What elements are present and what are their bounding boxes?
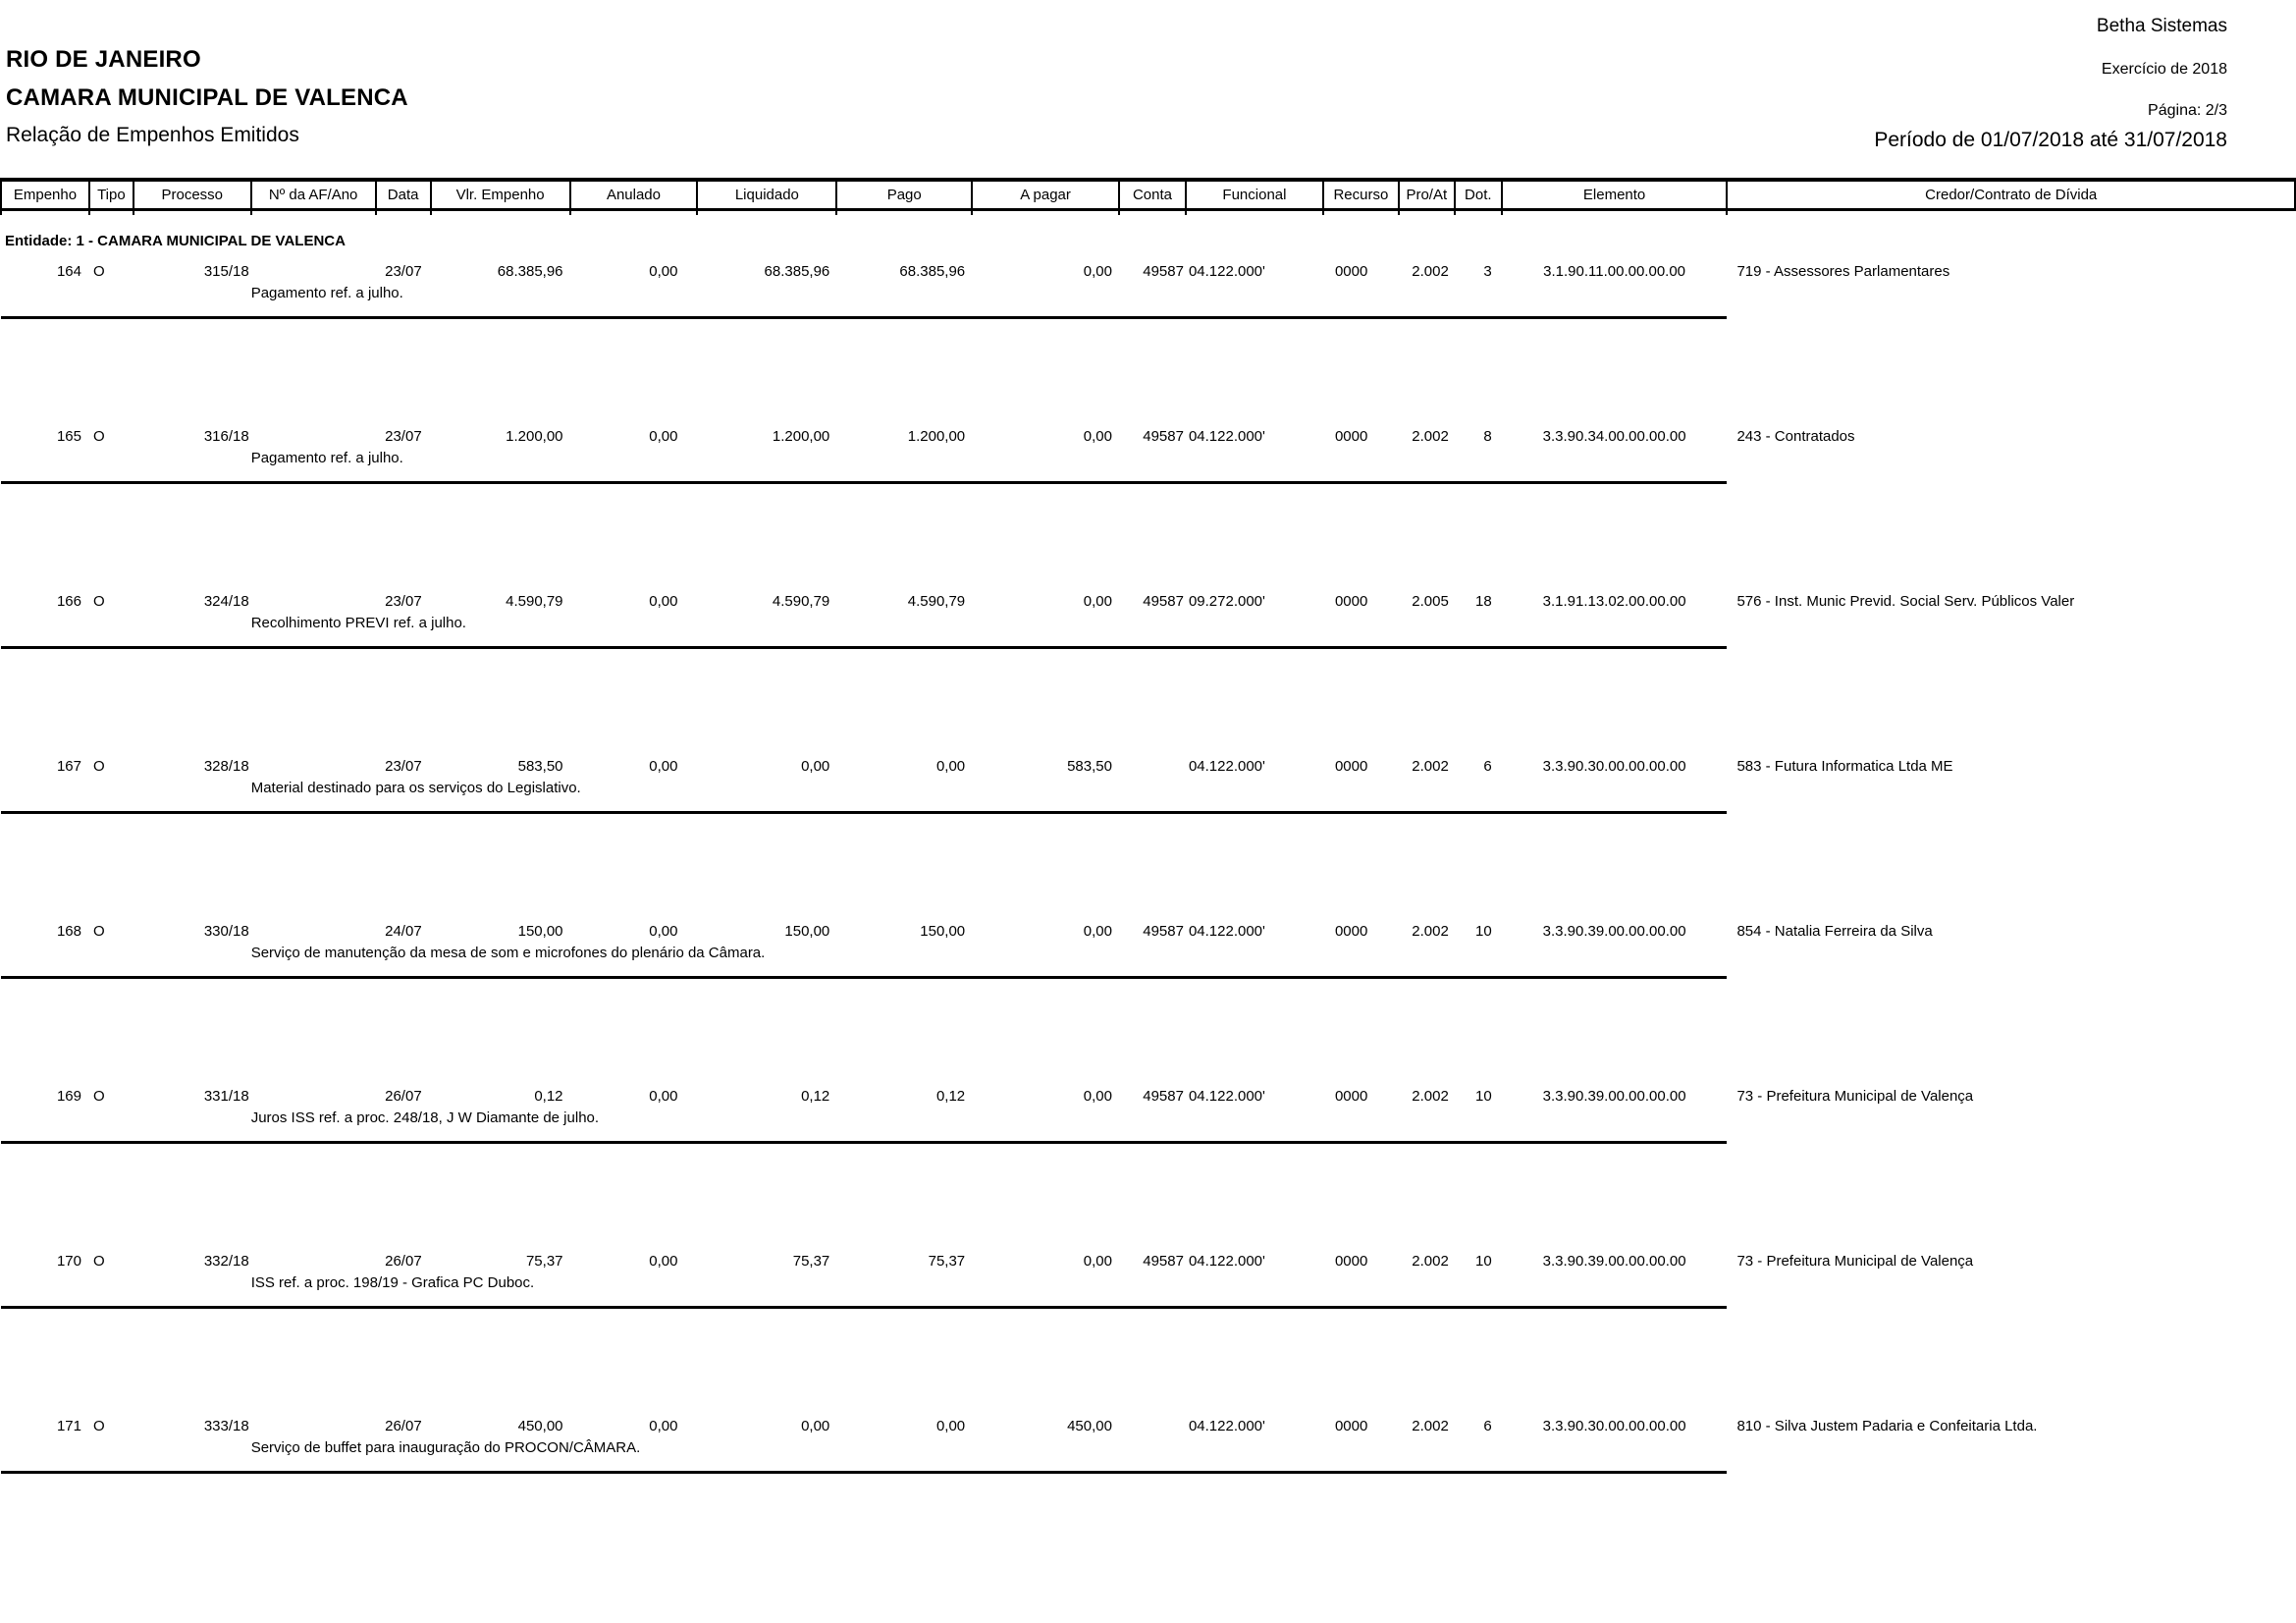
cell-credor: 810 - Silva Justem Padaria e Confeitaria Ltda.: [1736, 1418, 2038, 1434]
separator-gap: [1727, 305, 2295, 317]
cell-data: 23/07: [385, 428, 422, 445]
separator-line: [1, 305, 1727, 317]
description-indent: [1, 1434, 251, 1460]
cell-funcional: 04.122.000': [1188, 428, 1265, 445]
cell-empenho: 169: [56, 1088, 81, 1105]
table-row: [1, 910, 2295, 940]
row-description: [1, 445, 2295, 470]
report-header-right: [1874, 16, 2227, 152]
cell-elemento: 3.3.90.39.00.00.00.00: [1542, 1253, 1686, 1270]
row-separator: [1, 965, 2295, 977]
cell-elemento: 3.3.90.30.00.00.00.00: [1542, 758, 1686, 775]
cell-liquidado: 68.385,96: [764, 263, 830, 280]
cell-recurso: 0000: [1334, 758, 1368, 775]
column-header-funcional: Funcional: [1186, 180, 1323, 209]
cell-pago: 150,00: [920, 923, 966, 940]
org-name: CAMARA MUNICIPAL DE VALENCA: [6, 84, 408, 111]
cell-data: 23/07: [385, 758, 422, 775]
row-gap: [1, 647, 2295, 745]
row-gap: [1, 1142, 2295, 1240]
cell-credor: 583 - Futura Informatica Ltda ME: [1736, 758, 1953, 775]
column-header-pago: Pago: [836, 180, 972, 209]
cell-proat: 2.002: [1412, 263, 1449, 280]
cell-elemento: 3.3.90.39.00.00.00.00: [1542, 923, 1686, 940]
description-indent: [1, 445, 251, 470]
description-text: Material destinado para os serviços do Legislativo.: [250, 779, 581, 796]
description-text: ISS ref. a proc. 198/19 - Grafica PC Duboc.: [250, 1273, 535, 1291]
row-gap: [1, 482, 2295, 580]
cell-af: [251, 1240, 376, 1270]
cell-pago: 4.590,79: [907, 593, 966, 610]
row-gap: [1, 812, 2295, 910]
cell-liquidado: 75,37: [792, 1253, 830, 1270]
entity-header: Entidade: 1 - CAMARA MUNICIPAL DE VALENCA: [5, 233, 346, 249]
period-label: Período de 01/07/2018 até 31/07/2018: [1874, 129, 2227, 151]
cell-anulado: 0,00: [649, 923, 678, 940]
cell-liquidado: 4.590,79: [772, 593, 830, 610]
separator-line: [1, 1295, 1727, 1307]
table-row: [1, 580, 2295, 610]
row-separator: [1, 470, 2295, 482]
cell-vlr: 1.200,00: [506, 428, 563, 445]
cell-anulado: 0,00: [649, 428, 678, 445]
row-description: [1, 940, 2295, 965]
cell-empenho: 164: [56, 263, 81, 280]
cell-data: 24/07: [385, 923, 422, 940]
report-title: Relação de Empenhos Emitidos: [6, 124, 299, 146]
cell-dot: 8: [1483, 428, 1492, 445]
cell-proat: 2.002: [1412, 923, 1449, 940]
cell-tipo: O: [92, 1418, 105, 1434]
cell-vlr: 68.385,96: [497, 263, 563, 280]
cell-processo: 332/18: [203, 1253, 249, 1270]
cell-apagar: 0,00: [1083, 1253, 1112, 1270]
column-header-recurso: Recurso: [1323, 180, 1399, 209]
cell-vlr: 4.590,79: [506, 593, 563, 610]
row-separator: [1, 305, 2295, 317]
description-indent: [1, 1105, 251, 1130]
separator-gap: [1727, 1460, 2295, 1472]
cell-recurso: 0000: [1334, 1418, 1368, 1434]
cell-af: [251, 910, 376, 940]
description-indent: [1, 610, 251, 635]
cell-conta: 49587: [1143, 1088, 1184, 1105]
cell-vlr: 150,00: [517, 923, 563, 940]
column-header-credor: Credor/Contrato de Dívida: [1727, 180, 2295, 209]
cell-recurso: 0000: [1334, 923, 1368, 940]
row-description: [1, 1105, 2295, 1130]
cell-af: [251, 745, 376, 775]
cell-apagar: 0,00: [1083, 263, 1112, 280]
cell-dot: 10: [1475, 1088, 1492, 1105]
separator-gap: [1727, 800, 2295, 812]
table-row: [1, 1240, 2295, 1270]
cell-credor: 73 - Prefeitura Municipal de Valença: [1736, 1253, 1974, 1270]
row-description: [1, 775, 2295, 800]
description-indent: [1, 280, 251, 305]
cell-conta: 49587: [1143, 1253, 1184, 1270]
cell-liquidado: 0,12: [801, 1088, 830, 1105]
description-text: Serviço de manutenção da mesa de som e microfones do plenário da Câmara.: [250, 944, 766, 961]
entity-header-row: [1, 215, 2295, 250]
row-separator: [1, 1130, 2295, 1142]
row-separator: [1, 800, 2295, 812]
cell-elemento: 3.3.90.34.00.00.00.00: [1542, 428, 1686, 445]
cell-af: [251, 580, 376, 610]
separator-gap: [1727, 470, 2295, 482]
exercise-label: Exercício de 2018: [2101, 61, 2227, 78]
cell-conta: [1119, 1405, 1186, 1434]
cell-conta: 49587: [1143, 593, 1184, 610]
cell-tipo: O: [92, 1088, 105, 1105]
separator-line: [1, 1460, 1727, 1472]
cell-processo: 315/18: [203, 263, 249, 280]
cell-proat: 2.002: [1412, 758, 1449, 775]
cell-pago: 75,37: [928, 1253, 966, 1270]
separator-line: [1, 800, 1727, 812]
cell-funcional: 04.122.000': [1188, 263, 1265, 280]
cell-anulado: 0,00: [649, 1418, 678, 1434]
cell-af: [251, 250, 376, 280]
description-text: Pagamento ref. a julho.: [250, 449, 403, 466]
cell-pago: 0,00: [935, 758, 966, 775]
cell-proat: 2.002: [1412, 1418, 1449, 1434]
cell-funcional: 04.122.000': [1188, 1088, 1265, 1105]
cell-conta: [1119, 745, 1186, 775]
cell-recurso: 0000: [1334, 428, 1368, 445]
table-row: [1, 745, 2295, 775]
cell-liquidado: 0,00: [801, 758, 830, 775]
table-row: [1, 415, 2295, 445]
description-text: Serviço de buffet para inauguração do PROCON/CÂMARA.: [250, 1438, 641, 1456]
cell-anulado: 0,00: [649, 1088, 678, 1105]
cell-processo: 331/18: [203, 1088, 249, 1105]
row-separator: [1, 1295, 2295, 1307]
cell-dot: 18: [1475, 593, 1492, 610]
cell-tipo: O: [92, 428, 105, 445]
cell-pago: 0,00: [935, 1418, 966, 1434]
column-header-tipo: Tipo: [89, 180, 133, 209]
separator-gap: [1727, 1130, 2295, 1142]
cell-af: [251, 1075, 376, 1105]
cell-credor: 854 - Natalia Ferreira da Silva: [1736, 923, 1933, 940]
column-header-proat: Pro/At: [1399, 180, 1455, 209]
cell-data: 23/07: [385, 263, 422, 280]
separator-gap: [1727, 635, 2295, 647]
vendor-name: Betha Sistemas: [2096, 16, 2227, 36]
cell-proat: 2.002: [1412, 428, 1449, 445]
cell-liquidado: 1.200,00: [772, 428, 830, 445]
separator-line: [1, 965, 1727, 977]
cell-funcional: 04.122.000': [1188, 758, 1265, 775]
description-indent: [1, 775, 251, 800]
column-header-af: Nº da AF/Ano: [251, 180, 376, 209]
cell-dot: 6: [1483, 1418, 1492, 1434]
cell-data: 26/07: [385, 1088, 422, 1105]
cell-credor: 719 - Assessores Parlamentares: [1736, 263, 1950, 280]
cell-af: [251, 415, 376, 445]
cell-af: [251, 1405, 376, 1434]
cell-processo: 316/18: [203, 428, 249, 445]
cell-tipo: O: [92, 758, 105, 775]
cell-recurso: 0000: [1334, 1253, 1368, 1270]
cell-recurso: 0000: [1334, 263, 1368, 280]
cell-conta: 49587: [1143, 428, 1184, 445]
cell-apagar: 0,00: [1083, 428, 1112, 445]
cell-elemento: 3.3.90.39.00.00.00.00: [1542, 1088, 1686, 1105]
cell-proat: 2.002: [1412, 1253, 1449, 1270]
row-gap: [1, 317, 2295, 415]
cell-processo: 328/18: [203, 758, 249, 775]
cell-recurso: 0000: [1334, 593, 1368, 610]
cell-tipo: O: [92, 1253, 105, 1270]
cell-pago: 0,12: [935, 1088, 966, 1105]
cell-dot: 6: [1483, 758, 1492, 775]
cell-vlr: 583,50: [517, 758, 563, 775]
separator-line: [1, 470, 1727, 482]
cell-tipo: O: [92, 263, 105, 280]
cell-tipo: O: [92, 593, 105, 610]
cell-tipo: O: [92, 923, 105, 940]
column-header-data: Data: [376, 180, 431, 209]
page-number: Página: 2/3: [2148, 102, 2227, 119]
table-header-row: [1, 180, 2295, 209]
cell-recurso: 0000: [1334, 1088, 1368, 1105]
cell-vlr: 75,37: [525, 1253, 563, 1270]
cell-proat: 2.002: [1412, 1088, 1449, 1105]
cell-data: 23/07: [385, 593, 422, 610]
cell-data: 26/07: [385, 1253, 422, 1270]
table-row: [1, 250, 2295, 280]
column-header-vlr: Vlr. Empenho: [431, 180, 570, 209]
separator-gap: [1727, 965, 2295, 977]
cell-apagar: 583,50: [1067, 758, 1112, 775]
cell-apagar: 0,00: [1083, 593, 1112, 610]
cell-credor: 576 - Inst. Munic Previd. Social Serv. Públicos Valer: [1736, 593, 2075, 610]
cell-empenho: 166: [56, 593, 81, 610]
cell-pago: 1.200,00: [907, 428, 966, 445]
row-description: [1, 1434, 2295, 1460]
row-gap: [1, 977, 2295, 1075]
cell-proat: 2.005: [1412, 593, 1449, 610]
cell-elemento: 3.3.90.30.00.00.00.00: [1542, 1418, 1686, 1434]
org-state: RIO DE JANEIRO: [6, 46, 201, 73]
description-text: Recolhimento PREVI ref. a julho.: [250, 614, 466, 631]
description-indent: [1, 940, 251, 965]
cell-conta: 49587: [1143, 923, 1184, 940]
cell-funcional: 09.272.000': [1188, 593, 1265, 610]
description-text: Pagamento ref. a julho.: [250, 284, 403, 301]
row-description: [1, 1270, 2295, 1295]
cell-anulado: 0,00: [649, 1253, 678, 1270]
column-header-conta: Conta: [1119, 180, 1186, 209]
cell-anulado: 0,00: [649, 593, 678, 610]
cell-empenho: 167: [56, 758, 81, 775]
column-header-dot: Dot.: [1455, 180, 1502, 209]
row-separator: [1, 635, 2295, 647]
cell-apagar: 0,00: [1083, 923, 1112, 940]
cell-processo: 333/18: [203, 1418, 249, 1434]
cell-credor: 243 - Contratados: [1736, 428, 1855, 445]
cell-empenho: 168: [56, 923, 81, 940]
separator-gap: [1727, 1295, 2295, 1307]
column-header-anulado: Anulado: [570, 180, 698, 209]
cell-liquidado: 0,00: [801, 1418, 830, 1434]
cell-credor: 73 - Prefeitura Municipal de Valença: [1736, 1088, 1974, 1105]
cell-anulado: 0,00: [649, 758, 678, 775]
column-header-apagar: A pagar: [972, 180, 1119, 209]
cell-data: 26/07: [385, 1418, 422, 1434]
row-description: [1, 280, 2295, 305]
cell-empenho: 165: [56, 428, 81, 445]
cell-processo: 330/18: [203, 923, 249, 940]
empenhos-table-wrap: [0, 178, 2296, 1474]
cell-apagar: 0,00: [1083, 1088, 1112, 1105]
cell-processo: 324/18: [203, 593, 249, 610]
row-separator: [1, 1460, 2295, 1472]
cell-dot: 3: [1483, 263, 1492, 280]
empenhos-table: [0, 178, 2296, 1474]
cell-vlr: 450,00: [517, 1418, 563, 1434]
column-header-processo: Processo: [133, 180, 251, 209]
report-header-left: [6, 47, 408, 147]
column-header-elemento: Elemento: [1502, 180, 1728, 209]
cell-vlr: 0,12: [534, 1088, 563, 1105]
column-header-liquidado: Liquidado: [697, 180, 836, 209]
cell-funcional: 04.122.000': [1188, 923, 1265, 940]
separator-line: [1, 1130, 1727, 1142]
table-row: [1, 1075, 2295, 1105]
description-indent: [1, 1270, 251, 1295]
row-gap: [1, 1307, 2295, 1405]
cell-pago: 68.385,96: [899, 263, 966, 280]
table-row: [1, 1405, 2295, 1434]
cell-apagar: 450,00: [1067, 1418, 1112, 1434]
cell-dot: 10: [1475, 1253, 1492, 1270]
cell-elemento: 3.1.91.13.02.00.00.00: [1542, 593, 1686, 610]
cell-empenho: 171: [56, 1418, 81, 1434]
cell-dot: 10: [1475, 923, 1492, 940]
column-header-empenho: Empenho: [1, 180, 89, 209]
cell-anulado: 0,00: [649, 263, 678, 280]
cell-liquidado: 150,00: [784, 923, 830, 940]
cell-conta: 49587: [1143, 263, 1184, 280]
separator-line: [1, 635, 1727, 647]
row-description: [1, 610, 2295, 635]
cell-empenho: 170: [56, 1253, 81, 1270]
description-text: Juros ISS ref. a proc. 248/18, J W Diamante de julho.: [250, 1109, 600, 1126]
cell-elemento: 3.1.90.11.00.00.00.00: [1543, 263, 1686, 280]
cell-funcional: 04.122.000': [1188, 1253, 1265, 1270]
cell-funcional: 04.122.000': [1188, 1418, 1265, 1434]
